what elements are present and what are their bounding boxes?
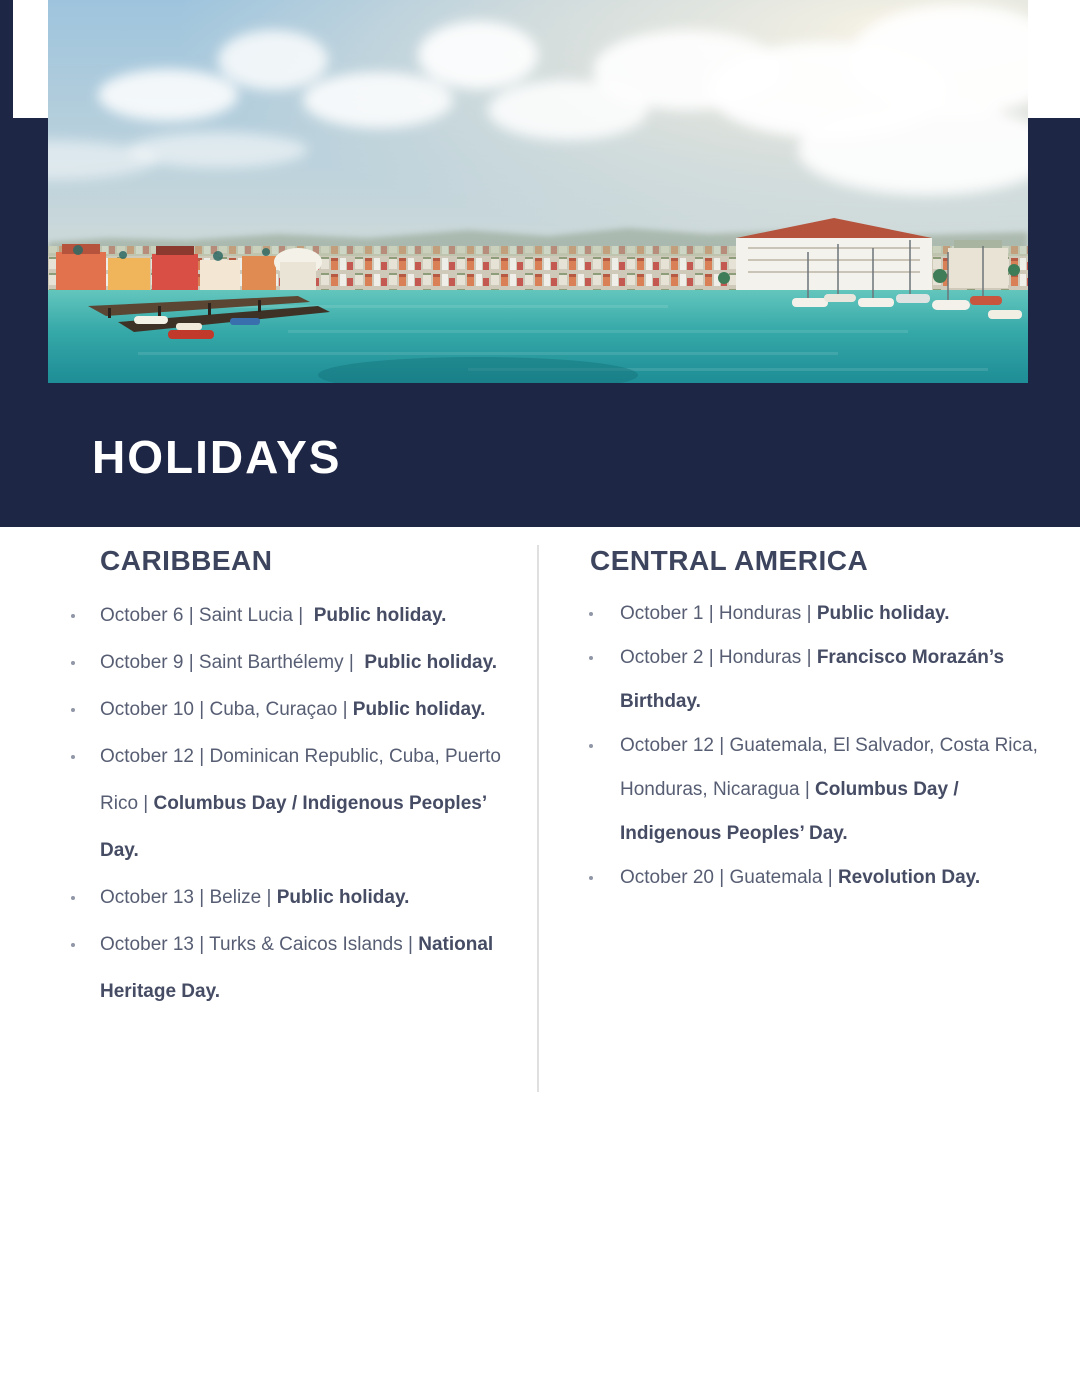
holiday-date-region: October 20 | Guatemala | [620,867,838,888]
holiday-date-region: October 1 | Honduras | [620,603,817,624]
list-item [60,639,520,686]
holiday-name: Public holiday. [364,652,498,673]
holiday-date-region: October 10 | Cuba, Curaçao | [100,699,353,720]
holiday-date-region: October 12 | Dominican Republic, Cuba, Puerto Rico | [100,746,507,814]
holiday-name: Public holiday. [816,603,950,624]
holiday-name: Columbus Day / Indigenous Peoples’ Day. [620,779,964,844]
column-central-america [578,544,1048,900]
list-item [578,592,1050,636]
holidays-list-central-america [578,592,1048,900]
holiday-date-region: October 13 | Turks & Caicos Islands | [100,934,419,955]
list-item [60,733,520,874]
list-item [60,592,520,639]
holiday-name: National Heritage Day. [100,934,499,1002]
holiday-date-region: October 6 | Saint Lucia | [100,605,314,626]
holiday-name: Columbus Day / Indigenous Peoples’ Day. [100,793,492,861]
column-caribbean [60,544,538,1015]
list-item [578,636,1050,724]
list-item [60,921,520,1015]
holiday-date-region: October 13 | Belize | [100,887,277,908]
holiday-name: Francisco Morazán’s Birthday. [620,647,1010,712]
list-item [60,686,520,733]
holiday-name: Public holiday. [352,699,486,720]
section-heading-central-america: CENTRAL AMERICA [590,545,869,576]
holiday-name: Public holiday. [276,887,410,908]
holiday-date-region: October 2 | Honduras | [620,647,817,668]
holiday-name: Public holiday. [313,605,447,626]
hero-photo [48,0,1028,383]
holiday-name: Revolution Day. [837,867,981,888]
holiday-date-region: October 9 | Saint Barthélemy | [100,652,365,673]
list-item [578,856,1050,900]
column-divider [537,545,539,1092]
list-item [60,874,520,921]
holiday-date-region: October 12 | Guatemala, El Salvador, Costa Rica, Honduras, Nicaragua | [620,735,1044,800]
left-edge-accent [0,0,13,118]
holidays-list-caribbean [60,592,538,1015]
list-item [578,724,1050,856]
page-title: HOLIDAYS [92,431,342,483]
section-heading-caribbean: CARIBBEAN [100,545,273,576]
